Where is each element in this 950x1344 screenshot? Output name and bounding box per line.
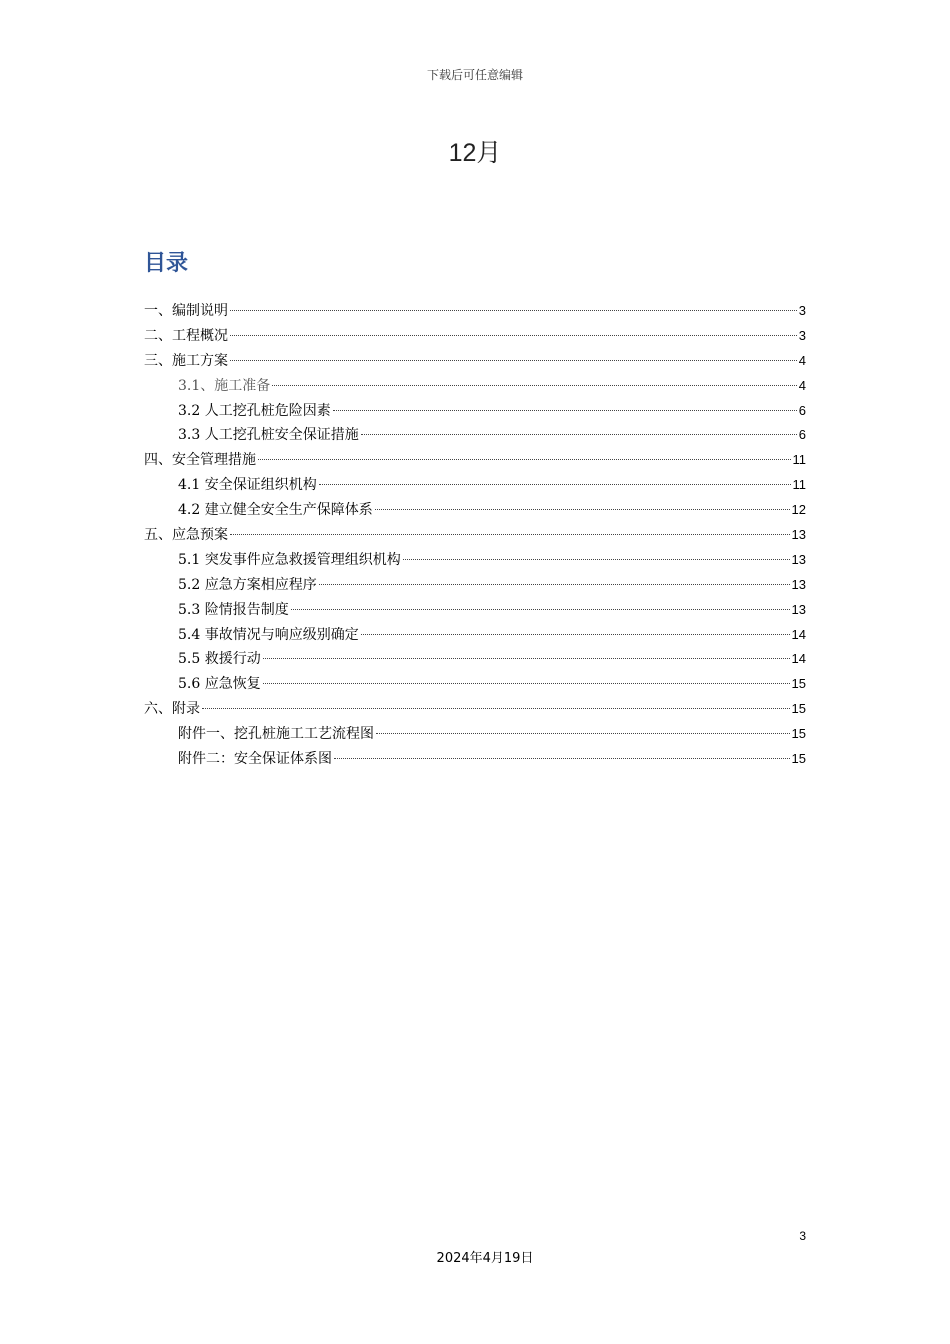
toc-entry-page: 15 [791, 701, 806, 717]
toc-entry-page: 6 [798, 402, 806, 418]
toc-entry-label: 3.3 人工挖孔桩安全保证措施 [178, 427, 359, 444]
toc-entry-label: 二、工程概况 [144, 327, 228, 344]
header-note: 下载后可任意编辑 [426, 68, 523, 82]
toc-entry-label: 一、编制说明 [144, 303, 228, 319]
toc-entry-page: 12 [791, 502, 806, 518]
toc-leader-dots [202, 708, 790, 709]
toc-entry-page: 15 [791, 676, 806, 692]
toc-leader-dots [361, 434, 797, 435]
toc-entry-label: 3.2 人工挖孔桩危险因素 [178, 402, 331, 419]
toc-entry[interactable] [144, 325, 806, 350]
toc-entry-label: 4.2 建立健全安全生产保障体系 [178, 502, 373, 519]
toc-entry[interactable] [144, 673, 806, 698]
toc-entry-label: 5.2 应急方案相应程序 [178, 576, 317, 593]
toc-title: 目录 [144, 251, 189, 276]
toc-leader-dots [230, 534, 790, 535]
toc-entry[interactable] [144, 400, 806, 425]
toc-entry-label: 3.1、施工准备 [178, 377, 271, 394]
toc-entry-page: 4 [798, 377, 806, 393]
toc-entry-page: 13 [791, 601, 806, 617]
toc-leader-dots [319, 584, 790, 585]
toc-entry[interactable] [144, 624, 806, 649]
toc-leader-dots [376, 733, 790, 734]
toc-leader-dots [258, 459, 791, 460]
toc-entry-label: 附件二：安全保证体系图 [178, 751, 332, 768]
toc-entry[interactable] [144, 599, 806, 624]
toc-leader-dots [230, 335, 797, 336]
toc-entry-label: 4.1 安全保证组织机构 [178, 477, 317, 494]
toc-entry[interactable] [144, 375, 806, 400]
toc-entry-page: 6 [798, 427, 806, 443]
toc-leader-dots [291, 609, 790, 610]
toc-leader-dots [272, 385, 797, 386]
toc-entry-page: 3 [798, 327, 806, 343]
toc-entry[interactable] [144, 474, 806, 499]
toc-entry-page: 11 [792, 477, 806, 493]
toc-leader-dots [361, 634, 790, 635]
toc-leader-dots [334, 758, 790, 759]
toc-entry[interactable] [144, 748, 806, 773]
toc-leader-dots [263, 683, 790, 684]
toc-entry-label: 5.3 险情报告制度 [178, 601, 289, 618]
toc-entry-page: 13 [791, 551, 806, 567]
toc-entry-label: 5.6 应急恢复 [178, 676, 261, 693]
toc-entry-page: 3 [798, 303, 806, 318]
toc-leader-dots [230, 360, 797, 361]
toc-entry[interactable] [144, 524, 806, 549]
toc-entry-page: 4 [798, 352, 806, 368]
toc-entry[interactable] [144, 300, 806, 325]
toc-leader-dots [403, 559, 790, 560]
toc-entry-page: 14 [791, 651, 806, 667]
toc-entry-label: 5.5 救援行动 [178, 651, 261, 668]
toc-entry[interactable] [144, 723, 806, 748]
toc-entry[interactable] [144, 424, 806, 449]
toc-entry-label: 5.1 突发事件应急救援管理组织机构 [178, 551, 401, 568]
toc-entry-label: 5.4 事故情况与响应级别确定 [178, 626, 359, 643]
toc-leader-dots [319, 484, 791, 485]
toc-entry-page: 13 [791, 576, 806, 592]
toc-entry[interactable] [144, 648, 806, 673]
toc-entry-label: 六、附录 [144, 701, 200, 718]
toc-entry-page: 13 [791, 527, 806, 543]
footer-date: 2024年4月19日 [436, 1251, 534, 1266]
document-month: 12月 [448, 139, 502, 167]
toc-entry-page: 14 [791, 626, 806, 642]
toc-entry-page: 11 [792, 452, 806, 468]
toc-entry-page: 15 [791, 751, 806, 767]
toc-leader-dots [263, 658, 790, 659]
toc-entry[interactable] [144, 499, 806, 524]
toc-entry-label: 附件一、挖孔桩施工工艺流程图 [178, 726, 374, 743]
page-number: 3 [799, 1229, 806, 1243]
toc-entry-label: 三、施工方案 [144, 352, 228, 369]
toc-entry-page: 15 [791, 726, 806, 742]
toc-entry[interactable] [144, 549, 806, 574]
toc-leader-dots [375, 509, 790, 510]
toc-entry[interactable] [144, 698, 806, 723]
toc-entry[interactable] [144, 350, 806, 375]
toc-entry[interactable] [144, 449, 806, 474]
toc-entry[interactable] [144, 574, 806, 599]
toc-leader-dots [333, 410, 797, 411]
table-of-contents [144, 300, 806, 773]
toc-leader-dots [230, 310, 797, 311]
toc-entry-label: 五、应急预案 [144, 527, 228, 544]
toc-entry-label: 四、安全管理措施 [144, 452, 256, 469]
